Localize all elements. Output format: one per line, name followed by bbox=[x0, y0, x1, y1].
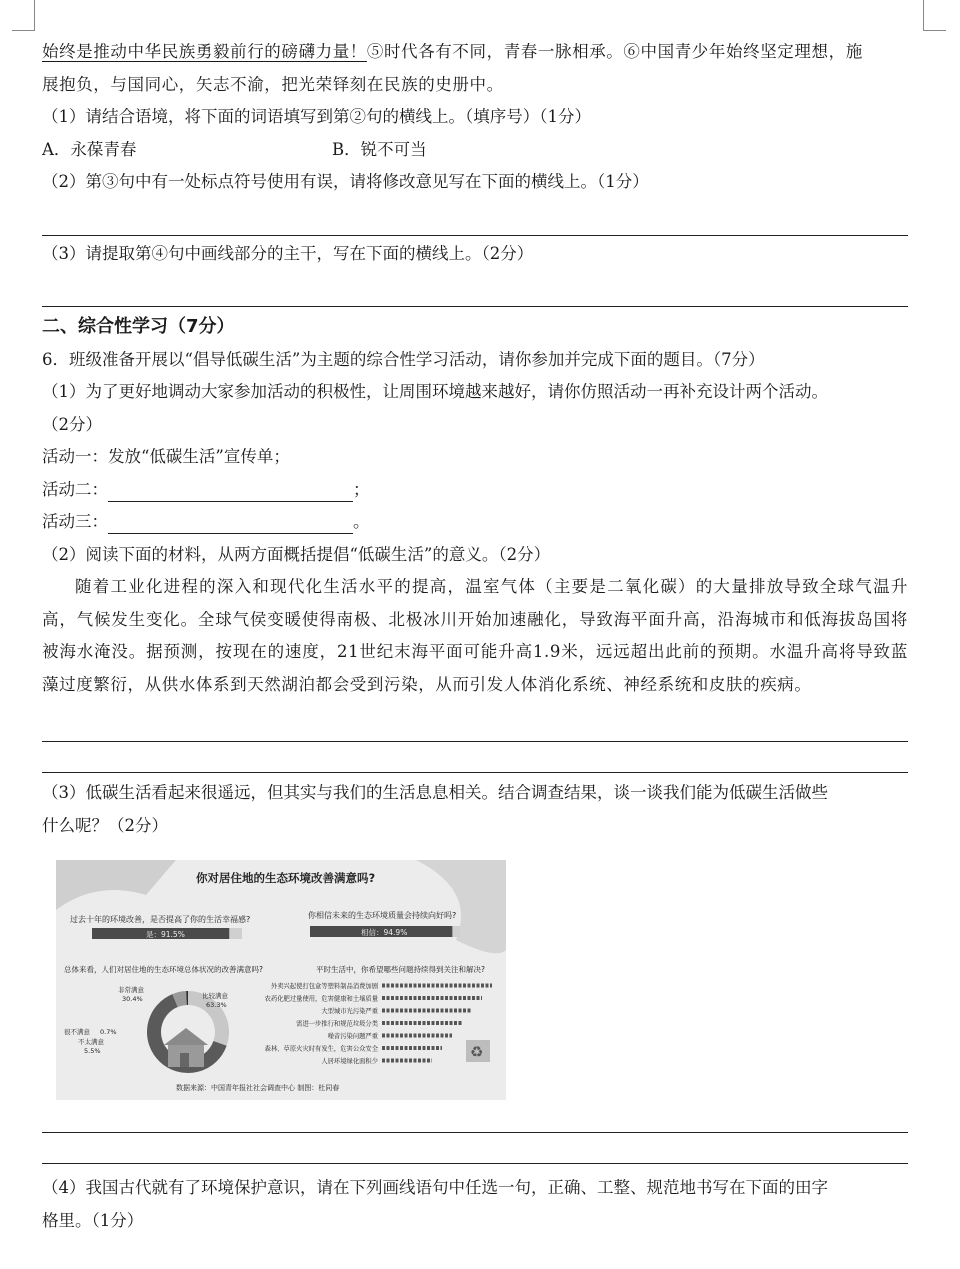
donut-slice bbox=[175, 998, 186, 1001]
question-1: （1）请结合语境，将下面的词语填写到第②句的横线上。（填序号）（1分） bbox=[42, 107, 591, 126]
answer-line[interactable] bbox=[42, 1133, 908, 1164]
donut-pct-very-satisfied: 30.4% bbox=[122, 995, 143, 1003]
bar-happiness-label: 是：91.5% bbox=[146, 930, 185, 939]
donut-pct-not-satisfied: 5.5% bbox=[84, 1047, 101, 1055]
question-6-sub3-cont: 什么呢？（2分） bbox=[42, 815, 168, 835]
question-2: （2）第③句中有一处标点符号使用有误，请将修改意见写在下面的横线上。（1分） bbox=[42, 172, 649, 191]
concern-label: 农药化肥过量使用，危害健康和土壤质量 bbox=[264, 995, 378, 1003]
donut-label-not-satisfied: 不太满意 bbox=[78, 1038, 104, 1046]
answer-line[interactable] bbox=[42, 742, 908, 773]
answer-line[interactable] bbox=[42, 270, 908, 307]
page-corner-mark-right bbox=[923, 0, 946, 31]
bar-future-label: 相信：94.9% bbox=[361, 928, 408, 937]
question-6-sub4-cont: 格里。（1分） bbox=[42, 1210, 144, 1230]
activity-3: 活动三： 。 bbox=[42, 506, 908, 539]
donut-pct-satisfied: 63.3% bbox=[206, 1001, 227, 1009]
activity-3-blank[interactable] bbox=[108, 511, 353, 534]
answer-line[interactable] bbox=[42, 705, 908, 742]
page-corner-mark-left bbox=[12, 0, 35, 31]
question-1-options bbox=[42, 134, 908, 167]
concern-label: 人居环境绿化面积少 bbox=[321, 1058, 378, 1065]
question-6-sub3: （3）低碳生活看起来很遥远，但其实与我们的生活息息相关。结合调查结果，谈一谈我们能为低碳生活做些 bbox=[42, 783, 828, 802]
survey-figure-svg bbox=[56, 860, 506, 1100]
survey-infographic bbox=[56, 860, 506, 1100]
underlined-sentence: 始终是推动中华民族勇毅前行的磅礴力量！ bbox=[42, 42, 367, 61]
question-6-sub1-score: （2分） bbox=[42, 414, 102, 434]
concern-label: 森林、草原火灾时有发生，危害公众安全 bbox=[264, 1045, 378, 1053]
donut-pct-very-unsatisfied: 0.7% bbox=[100, 1028, 117, 1036]
figure-source: 数据来源：中国青年报社社会调查中心 制图：杜同春 bbox=[176, 1084, 340, 1092]
recycle-icon bbox=[466, 1040, 490, 1062]
answer-line[interactable] bbox=[42, 199, 908, 236]
svg-text:♻: ♻ bbox=[470, 1043, 484, 1061]
section-heading: 二、综合性学习（7分） bbox=[42, 316, 235, 337]
question-concern: 平时生活中，你希望哪些问题持续得到关注和解决? bbox=[316, 965, 485, 974]
figure-background bbox=[56, 860, 506, 1100]
donut-label-very-satisfied: 非常满意 bbox=[118, 986, 144, 994]
activity-1: 活动一：发放“低碳生活”宣传单； bbox=[42, 447, 290, 466]
option-b: B．锐不可当 bbox=[332, 139, 427, 159]
top-paragraph-line-2: 展抱负，与国同心，矢志不渝，把光荣铎刻在民族的史册中。 bbox=[42, 74, 504, 94]
question-happiness: 过去十年的环境改善，是否提高了你的生活幸福感? bbox=[70, 915, 251, 924]
question-6-intro: 6．班级准备开展以“倡导低碳生活”为主题的综合性学习活动，请你参加并完成下面的题目。（7分） bbox=[42, 349, 765, 369]
question-overall: 总体来看，人们对居住地的生态环境总体状况的改善满意吗? bbox=[64, 965, 263, 974]
question-6-sub1: （1）为了更好地调动大家参加活动的积极性，让周围环境越来越好，请你仿照活动一再补充设计两个活动。 bbox=[42, 382, 828, 401]
question-future: 你相信未来的生态环境质量会持续向好吗? bbox=[308, 911, 457, 920]
donut-label-very-unsatisfied: 很不满意 bbox=[64, 1028, 90, 1036]
reading-material: 随着工业化进程的深入和现代化生活水平的提高，温室气体（主要是二氧化碳）的大量排放导致全球气温升高，气候发生变化。全球气侯变暖使得南极、北极冰川开始加速融化，导致海平面升高，沿海城市和低海拔岛国将被海水淹没。据预测，按现在的速度，21世纪末海平面可能升高1.9米，远远超出此前的预期。水温升高将导致蓝藻过度繁衍，从供水体系到天然湖泊都会受到污染，从而引发人体消化系统、神经系统和皮肤的疾病。 bbox=[42, 577, 908, 694]
option-a: A．永葆青春 bbox=[42, 139, 137, 159]
question-6-sub4: （4）我国古代就有了环境保护意识，请在下列画线语句中任选一句，正确、工整、规范地书写在下面的田字 bbox=[42, 1178, 828, 1197]
concern-label: 大型城市光污染严重 bbox=[321, 1008, 378, 1015]
figure-title: 你对居住地的生态环境改善满意吗? bbox=[196, 871, 376, 885]
question-3: （3）请提取第④句中画线部分的主干，写在下面的横线上。（2分） bbox=[42, 243, 534, 263]
concern-label: 外卖兴起使打包盒等塑料制品消费加剧 bbox=[270, 983, 378, 990]
donut-label-satisfied: 比较满意 bbox=[202, 992, 228, 1000]
concern-label: 需进一步推行和规范垃圾分类 bbox=[296, 1020, 378, 1028]
activity-2-blank[interactable] bbox=[108, 479, 353, 502]
concern-label: 噪音污染问题严重 bbox=[327, 1033, 378, 1040]
top-paragraph-line-1: 始终是推动中华民族勇毅前行的磅礴力量！⑤时代各有不同，青春一脉相承。⑥中国青少年始终坚定理想，施 bbox=[42, 42, 863, 61]
question-6-sub2: （2）阅读下面的材料，从两方面概括提倡“低碳生活”的意义。（2分） bbox=[42, 544, 551, 564]
activity-2: 活动二： ； bbox=[42, 474, 908, 507]
